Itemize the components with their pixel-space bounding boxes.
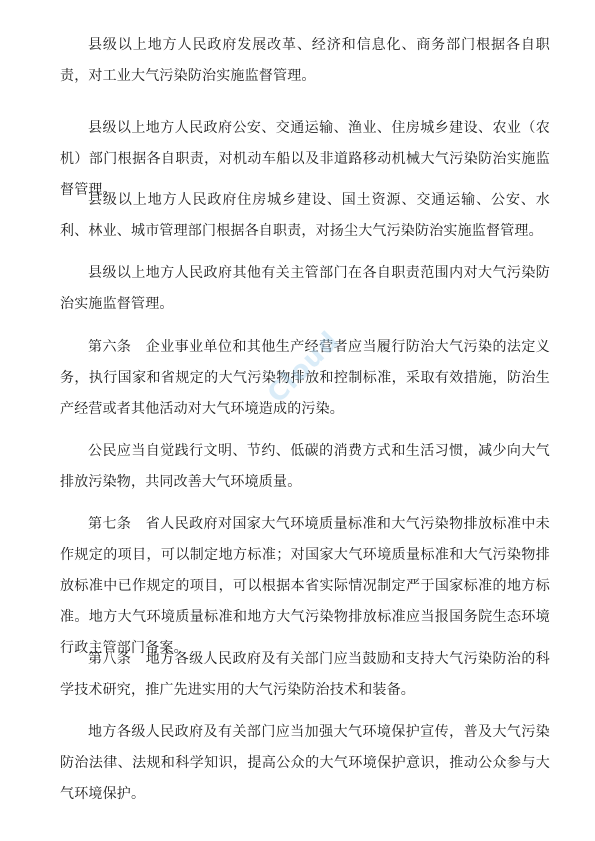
paragraph-4: 县级以上地方人民政府其他有关主管部门在各自职责范围内对大气污染防治实施监督管理。: [60, 265, 550, 312]
paragraph-2: 县级以上地方人民政府公安、交通运输、渔业、住房城乡建设、农业（农机）部门根据各自职责，对机动车船以及非道路移动机械大气污染防治实施监督管理。: [60, 120, 550, 198]
article-7-paragraph: 第七条 省人民政府对国家大气环境质量标准和大气污染物排放标准中未作规定的项目，可以制定地方标准；对国家大气环境质量标准和大气污染物排放标准中已作规定的项目，可以根据本省实际情况制定严于国家标准的地方标准。地方大气环境质量标准和地方大气污染物排放标准应当报国务院生态环境行政主管部门备案。: [60, 516, 550, 656]
paragraph-9: 地方各级人民政府及有关部门应当加强大气环境保护宣传，普及大气污染防治法律、法规和科学知识，提高公众的大气环境保护意识，推动公众参与大气环境保护。: [60, 724, 550, 802]
article-8-paragraph: 第八条 地方各级人民政府及有关部门应当鼓励和支持大气污染防治的科学技术研究，推广先进实用的大气污染防治技术和装备。: [60, 651, 550, 698]
cloud-watermark: Cloud: [262, 325, 346, 410]
paragraph-6: 公民应当自觉践行文明、节约、低碳的消费方式和生活习惯，减少向大气排放污染物，共同改善大气环境质量。: [60, 443, 550, 490]
article-6-paragraph: 第六条 企业事业单位和其他生产经营者应当履行防治大气污染的法定义务，执行国家和省规定的大气污染物排放和控制标准，采取有效措施，防治生产经营或者其他活动对大气环境造成的污染。: [60, 339, 550, 417]
paragraph-3: 县级以上地方人民政府住房城乡建设、国土资源、交通运输、公安、水利、林业、城市管理部门根据各自职责，对扬尘大气污染防治实施监督管理。: [60, 192, 550, 239]
paragraph-1: 县级以上地方人民政府发展改革、经济和信息化、商务部门根据各自职责，对工业大气污染防治实施监督管理。: [60, 37, 550, 84]
